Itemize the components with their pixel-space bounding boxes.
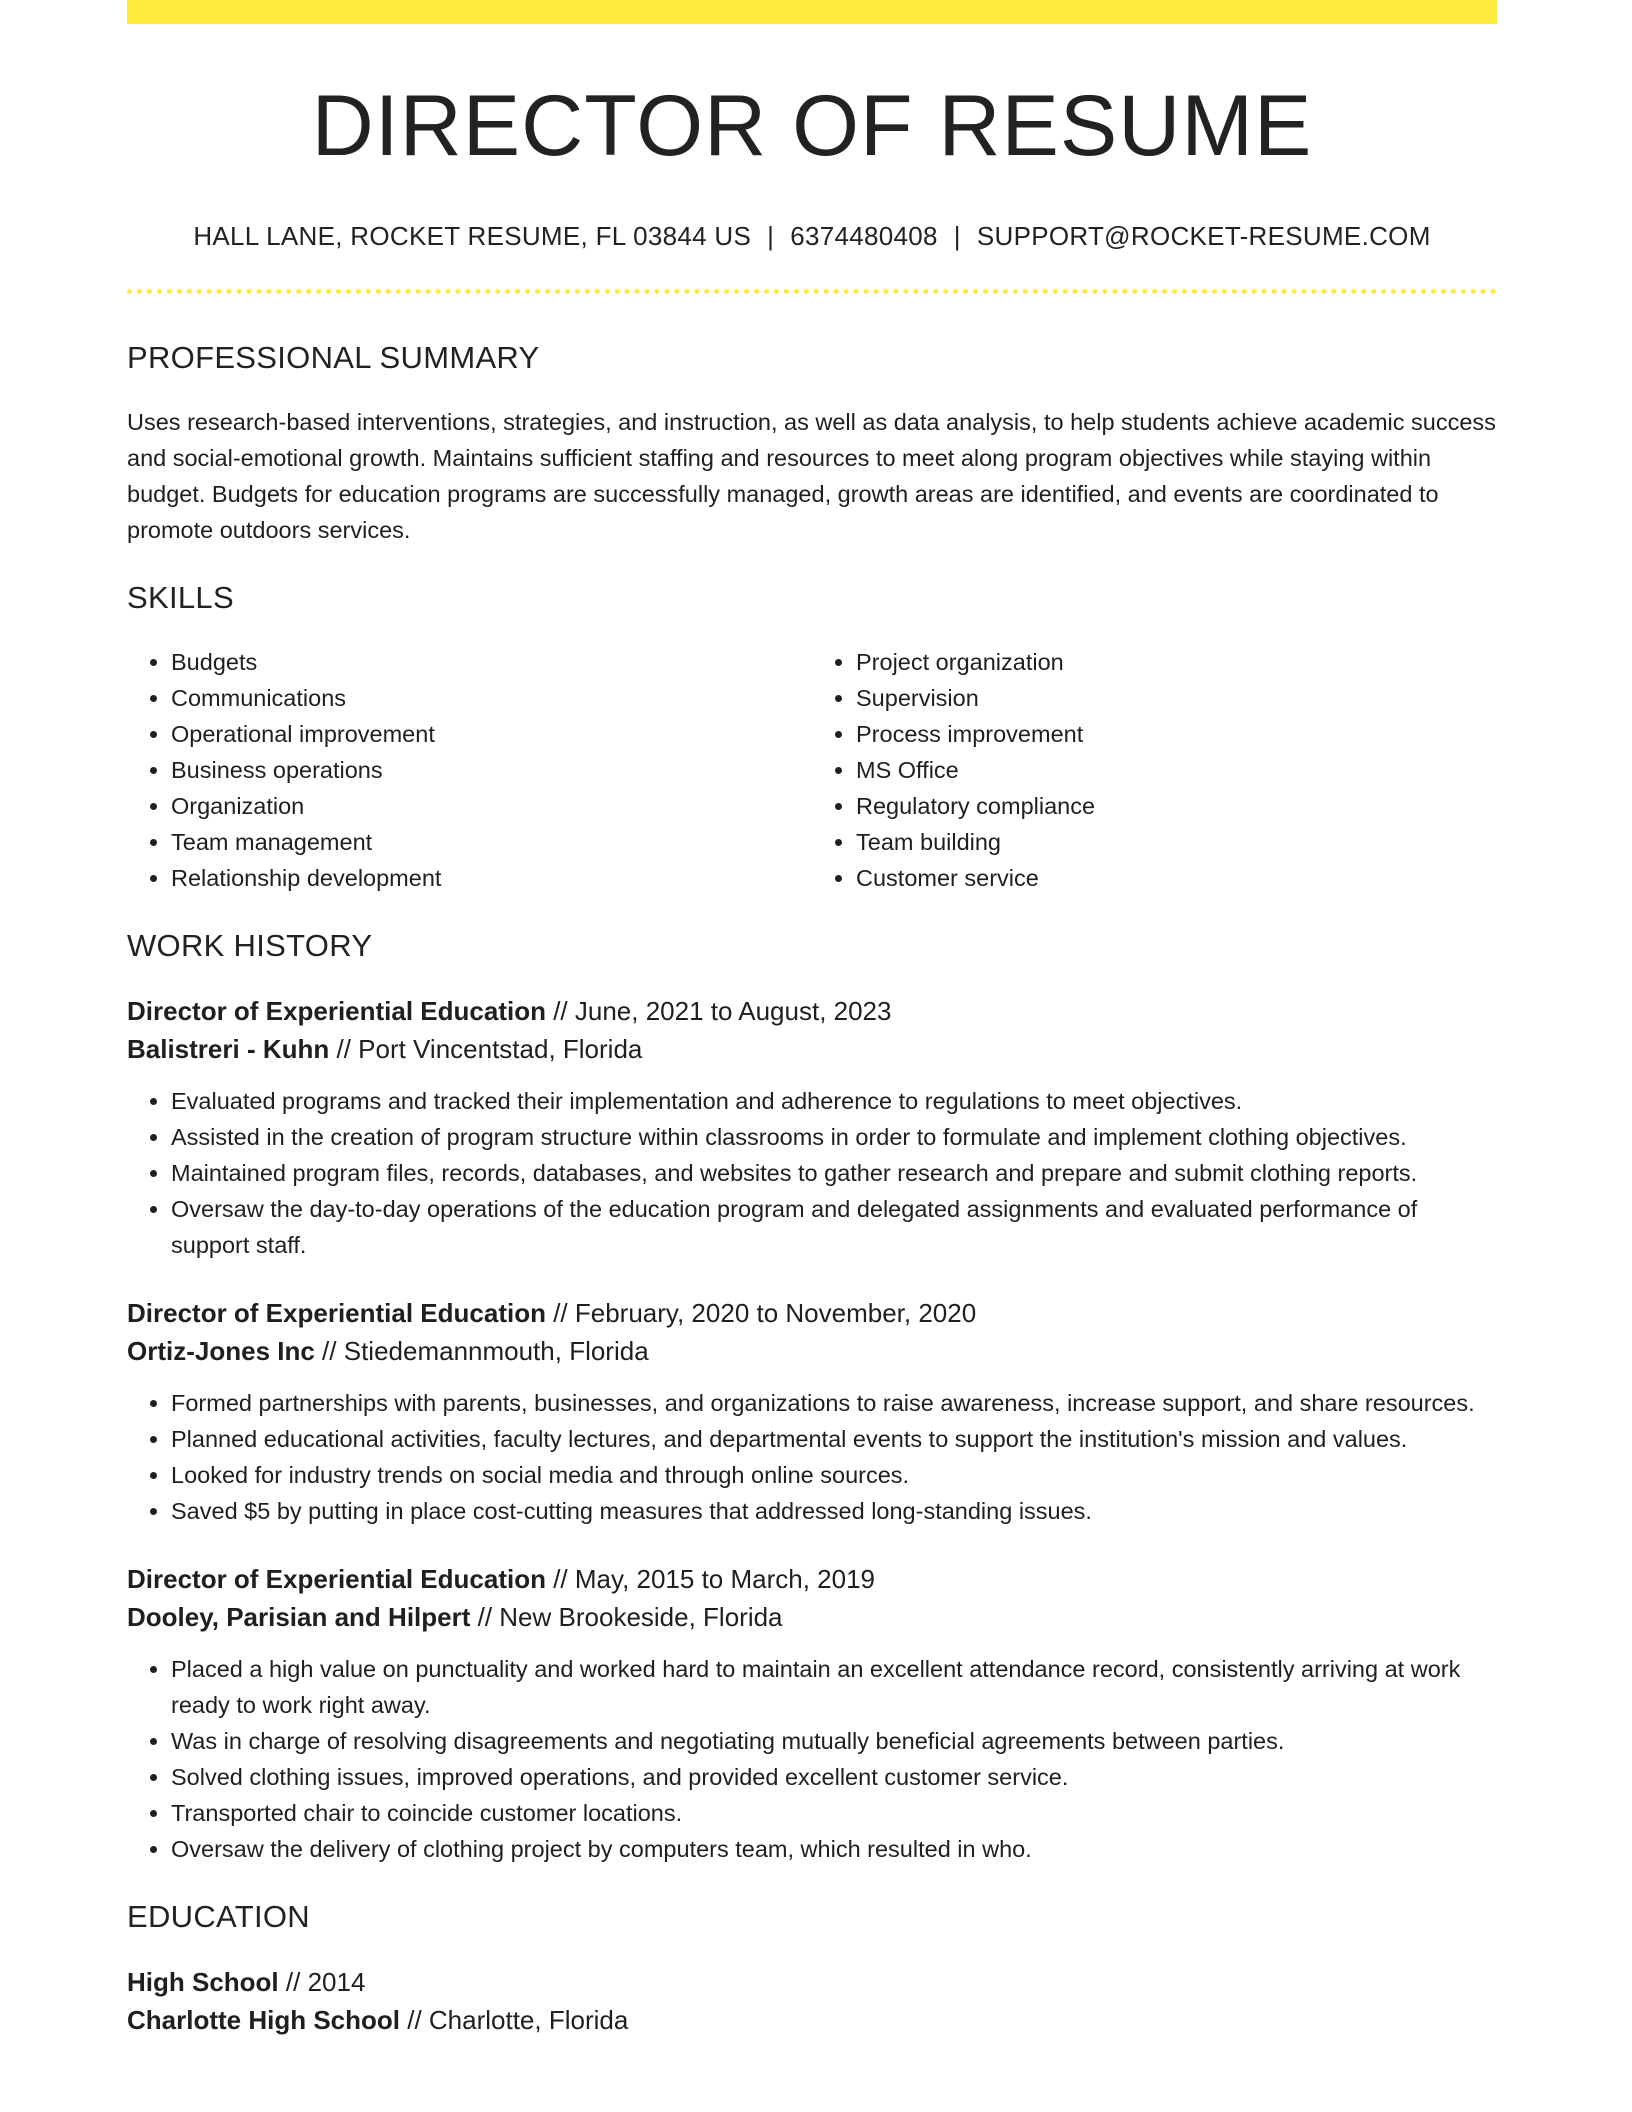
skill-item: • Team building xyxy=(856,824,1497,860)
contact-separator: | xyxy=(767,221,775,251)
skill-item: • Operational improvement xyxy=(171,716,812,752)
work-history-heading: WORK HISTORY xyxy=(127,928,373,963)
job-dates: // May, 2015 to March, 2019 xyxy=(545,1564,876,1594)
job-bullet: • Was in charge of resolving disagreements and negotiating mutually beneficial agreements between parties. xyxy=(171,1723,1497,1759)
job-title-line xyxy=(127,992,1497,1030)
job-title: Director of Experiential Education xyxy=(127,1564,546,1594)
skill-item: • Budgets xyxy=(171,644,812,680)
skills-heading: SKILLS xyxy=(127,580,234,615)
education-heading: EDUCATION xyxy=(127,1899,310,1934)
education-degree: High School xyxy=(127,1967,279,1997)
job-bullet: • Planned educational activities, faculty lectures, and departmental events to support the institution's mission and values. xyxy=(171,1421,1497,1457)
candidate-name: DIRECTOR OF RESUME xyxy=(311,78,1313,174)
job-bullets xyxy=(127,1083,1497,1263)
skill-item: • Business operations xyxy=(171,752,812,788)
job-company-line xyxy=(127,1598,1497,1636)
skill-item: • MS Office xyxy=(856,752,1497,788)
job-bullet: • Saved $5 by putting in place cost-cutting measures that addressed long-standing issues. xyxy=(171,1493,1497,1529)
education-degree-line xyxy=(127,1963,1497,2001)
job-bullet: • Looked for industry trends on social media and through online sources. xyxy=(171,1457,1497,1493)
job-bullet: • Maintained program files, records, databases, and websites to gather research and prepare and submit clothing reports. xyxy=(171,1155,1497,1191)
job-dates: // June, 2021 to August, 2023 xyxy=(545,996,892,1026)
job-location: // Stiedemannmouth, Florida xyxy=(314,1336,649,1366)
top-accent-bar xyxy=(127,0,1497,24)
job-bullet: • Transported chair to coincide customer locations. xyxy=(171,1795,1497,1831)
skill-item: • Customer service xyxy=(856,860,1497,896)
education-school: Charlotte High School xyxy=(127,2005,400,2035)
skill-item: • Relationship development xyxy=(171,860,812,896)
job-dates: // February, 2020 to November, 2020 xyxy=(545,1298,977,1328)
education-school-line xyxy=(127,2001,1497,2039)
job-company: Balistreri - Kuhn xyxy=(127,1034,330,1064)
job-entry xyxy=(127,992,1497,1263)
skills-column-left xyxy=(127,644,812,896)
skill-item: • Project organization xyxy=(856,644,1497,680)
contact-email: SUPPORT@ROCKET-RESUME.COM xyxy=(976,221,1431,251)
job-company-line xyxy=(127,1030,1497,1068)
skills-column-right xyxy=(812,644,1497,896)
job-company-line xyxy=(127,1332,1497,1370)
summary-heading: PROFESSIONAL SUMMARY xyxy=(127,340,540,375)
contact-address: HALL LANE, ROCKET RESUME, FL 03844 US xyxy=(193,221,752,251)
job-bullet: • Solved clothing issues, improved operations, and provided excellent customer service. xyxy=(171,1759,1497,1795)
skill-item: • Communications xyxy=(171,680,812,716)
job-bullet: • Oversaw the day-to-day operations of the education program and delegated assignments and evaluated performance of support staff. xyxy=(171,1191,1497,1263)
skill-item: • Team management xyxy=(171,824,812,860)
summary-text: Uses research-based interventions, strategies, and instruction, as well as data analysis, to help students achieve academic success and social-emotional growth. Maintains sufficient staffing and resources to meet along program objectives while staying within budget. Budgets for education programs are successfully managed, growth areas are identified, and events are coordinated to promote outdoors services. xyxy=(127,409,1496,543)
job-bullets xyxy=(127,1385,1497,1529)
education-location: // Charlotte, Florida xyxy=(400,2005,629,2035)
education-entry xyxy=(127,1963,1497,2039)
contact-separator: | xyxy=(953,221,961,251)
job-entry xyxy=(127,1294,1497,1529)
dotted-divider xyxy=(127,289,1497,294)
contact-phone: 6374480408 xyxy=(790,221,938,251)
job-company: Ortiz-Jones Inc xyxy=(127,1336,315,1366)
skill-item: • Organization xyxy=(171,788,812,824)
job-bullet: • Evaluated programs and tracked their implementation and adherence to regulations to meet objectives. xyxy=(171,1083,1497,1119)
job-location: // Port Vincentstad, Florida xyxy=(329,1034,643,1064)
skills-list xyxy=(127,644,1497,896)
job-location: // New Brookeside, Florida xyxy=(470,1602,783,1632)
job-title-line xyxy=(127,1294,1497,1332)
job-entry xyxy=(127,1560,1497,1867)
job-bullet: • Oversaw the delivery of clothing project by computers team, which resulted in who. xyxy=(171,1831,1497,1867)
job-bullets xyxy=(127,1651,1497,1867)
job-title: Director of Experiential Education xyxy=(127,1298,546,1328)
contact-line xyxy=(127,221,1497,252)
job-title-line xyxy=(127,1560,1497,1598)
skill-item: • Process improvement xyxy=(856,716,1497,752)
skill-item: • Supervision xyxy=(856,680,1497,716)
resume-page xyxy=(127,0,1497,2039)
job-company: Dooley, Parisian and Hilpert xyxy=(127,1602,471,1632)
education-year: // 2014 xyxy=(278,1967,366,1997)
skill-item: • Regulatory compliance xyxy=(856,788,1497,824)
job-bullet: • Formed partnerships with parents, businesses, and organizations to raise awareness, increase support, and share resources. xyxy=(171,1385,1497,1421)
job-bullet: • Placed a high value on punctuality and worked hard to maintain an excellent attendance record, consistently arriving at work ready to work right away. xyxy=(171,1651,1497,1723)
job-title: Director of Experiential Education xyxy=(127,996,546,1026)
job-bullet: • Assisted in the creation of program structure within classrooms in order to formulate and implement clothing objectives. xyxy=(171,1119,1497,1155)
